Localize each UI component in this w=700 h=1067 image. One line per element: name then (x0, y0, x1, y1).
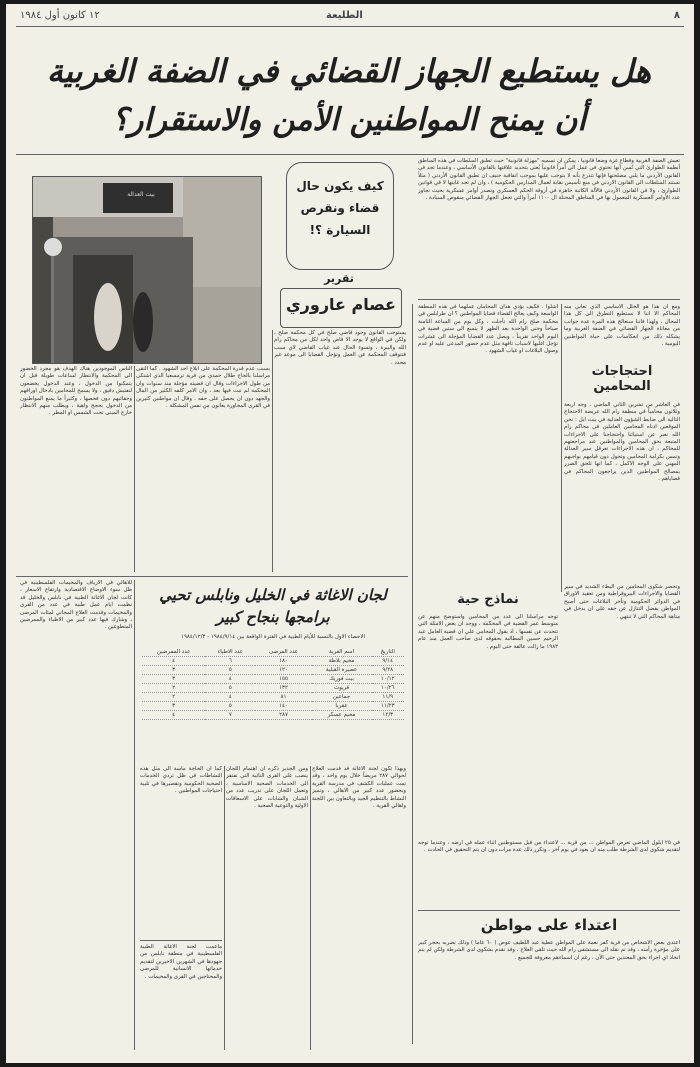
author-box (280, 288, 402, 328)
table-caption: الاحصاء الاول بالنسبة للأيام الطبية في الفترة الواقعة بين ١٩٨٤/٩/١٤ - ١٩٨٤/١٢/٣ (181, 634, 365, 640)
col3-para-b: بسبب عدم قدرة المحكمة على ابلاغ احد الشهود . كما التقى مراسلنا بالحاج طلال حمدي من قرية ترمسعيا الذي اشتكى من طول الاجراءات وقال ان قضيته مؤجلة منذ سنوات وان المحكمة لم تبت فيها بعد ، وان الامر كلفه الكثير من المال والجهد دون ان يحصل على حقه . وقال ان مواطنين كثيرين في القرى المجاورة يعانون من نفس المشكلة . (136, 366, 270, 410)
table-header: عدد الممرضين (142, 648, 205, 657)
issue-date: ١٢ كانون أول ١٩٨٤ (20, 10, 100, 21)
publication-name: الطليعة (326, 10, 363, 21)
page-number: ٨ (673, 10, 680, 21)
relief-para-b: ومن الجدير ذكره ان اهتمام اللجان ينصب على القرى النائية التي تفتقر الى الخدمات الصحية الاساسية ، وتعمل اللجان على تدريب عدد من الشبان والشابات على الاسعافات الاولية والتوعية الصحية . (226, 766, 308, 810)
header-rule (16, 26, 684, 27)
assault-rule (418, 910, 680, 911)
col-divider-1 (561, 304, 562, 592)
table-row: ١١/٩ جماعين ٨١ ٤ ٢ (142, 693, 404, 702)
table-row: ٩/١٤ مخيم بلاطة ١٨٠ ٦ ٤ (142, 657, 404, 666)
relief-para-f: ماعمت لجنة الاغاثة الطبية الفلسطينية في منطقة نابلس من جهودها في الشهرين الاخيرين لتقديم خدماتها الانسانية للمرضى والمحتاجين في القرى والمخيمات . (140, 944, 222, 980)
models-subhead: نماذج حية (457, 592, 519, 607)
intro-paragraph: تعيش الضفة الغربية وقطاع غزة وضعاً قانونياً ، يمكن ان نسميه "مهزلة قانونية" حيث تطبق السلطات في هذه المناطق أنظمة الطوارئ التي تُسن أنها تحتوي في عمل الى أمراً قانونياً يُعنى بتحديد علاقتها بالقانون الأساسي ، وعندما تجد في القانون الأردني ما يلبي مصلحتها فإنها تتذرع بأنه لا يتوجب عليها بموجب اتفاقية جنيف ان تطبق القانون الأردني ( مثلاً تستند السلطات الى القانون الاردني في منع تأسيس نقابة لعمال المدارس الحكومية ) ، وان لم تجد غايتها لا في قوانين الطوارئ ، ولا في القانون الأردني فالآلة الكاتبة جاهزة في أروقة الحكم العسكري وتصدر أوامر عسكرية بحيث تجاوز عدد الأوامر العسكرية المعمول بها في المناطق المحتلة ال ١١٠٠ أمراً والتي تجعل الجهاز القضائي منقوص السيادة . (418, 158, 680, 202)
col2-para-d: في ٢٥ ايلول الماضي تعرض المواطن ... من قرية ... لاعتداء من قبل مستوطنين اثناء عمله في ارضه ، وعندما توجه لتقديم شكوى لدى الشرطة طلب منه ان يعود في يوم آخر ، وتكرر ذلك عدة مرات دون ان يتم التحقيق في الحادث . (418, 840, 680, 854)
sidebar-question-box (286, 162, 394, 270)
courthouse-photo-image (33, 177, 261, 363)
sidebar-line2: قضاء ونقرص (300, 201, 380, 215)
relief-table (142, 648, 404, 720)
table-row: ١٢/٣ مخيم عسكر ٢٨٧ ٧ ٤ (142, 711, 404, 720)
col-divider-4 (272, 330, 273, 572)
protests-subhead: احتجاجات المحامين (591, 364, 653, 394)
table-header: عدد الاطباء (205, 648, 255, 657)
assault-subhead: اعتداء على مواطن (480, 916, 618, 934)
relief-rule-top (16, 576, 408, 577)
relief-rule-inner (140, 940, 222, 941)
col4-para-a: الناس الموجودين هناك الهدف هو مجرد الحضور الى المحكمة والانتظار لساعات طويلة قبل ان يتمكنوا من الدخول ، وعند الدخول يخضعون لتفتيش دقيق ، ولا يسمح للمحامين بادخال اوراقهم وحقائبهم دون فحصها ، وكثيراً ما يمنع المواطنون من الدخول بحجج واهية ، ويطلب منهم الانتظار خارج المبنى تحت الشمس او المطر . (20, 366, 132, 417)
relief-divider-3 (310, 766, 311, 1050)
table-row: ١١/٢٣ عقربا ١٤٠ ٥ ٣ (142, 702, 404, 711)
report-label: تقرير (324, 272, 354, 285)
relief-divider (134, 580, 135, 1050)
headline-rule (16, 154, 684, 155)
court-sign-text: بيت العدالة (127, 191, 155, 198)
relief-divider-2 (224, 766, 225, 1050)
col2-para-a: اشلوا . فكيف يؤدي هذان المحامان عملهما في هذه المنطقة الواسعة وكيف يعالج القضاء قضايا المواطنين ؟ ان طرابلس في محكمة صلح رام الله تأجلت ، وكل يوم من الساعة الثامنة صباحاً وحتى الواحدة بعد الظهر لا يتسع الى ستين قضية في اليوم الواحد تقريباً ، ويصل عدد القضايا المؤجلة الى عشرات تؤجل اغلبها لاسباب تافهة مثل عدم حضور المدعى عليه او عدم وصول البلاغات او غياب الشهود . (418, 304, 558, 355)
table-row: ١٠/١٢ بيت فوريك ١٥٥ ٤ ٣ (142, 675, 404, 684)
table-row: ٩/٢٨ عصيرة القبلية ١٢٠ ٥ ٣ (142, 666, 404, 675)
headline-line2: أن يمنح المواطنين الأمن والاستقرار؟ (112, 102, 586, 138)
relief-para-c: وبهذا تكون لجنة الاغاثة قد قدمت العلاج لحوالي ٢٨٧ مريضاً خلال يوم واحد ، وقد تمت عمليات الكشف في مدرسة القرية وبحضور عدد كبير من الاهالي ، وتميز النشاط بالتنظيم الجيد وبالتعاون بين اللجنة واهالي القرية . (312, 766, 406, 810)
col2-para-c: وتحضر شكوى المحامين من البطء الشديد في سير القضايا والاجراءات البيروقراطية ومن تعقيد الاوراق في الدوائر الحكومية وتأخر البلاغات حتى أصبح المواطن يفضل التنازل عن حقه على ان يدخل في متاهة المحاكم التي لا تنتهي . (564, 584, 680, 620)
newspaper-page (6, 4, 694, 1063)
sidebar-line1: كيف يكون حال (296, 179, 384, 193)
relief-para-d: كما ان الحاجة ماسة الى مثل هذه النشاطات في ظل تردي الخدمات الصحية الحكومية وتقصيرها في تلبية احتياجات المواطنين . (140, 766, 222, 795)
sidebar-line3: السيارة ؟! (309, 223, 371, 237)
relief-para-a: للاهالي في الارياف والمخيمات الفلسطينية في ظل سوء الاوضاع الاقتصادية وارتفاع الاسعار ، كانت لجان الاغاثة الطبية في نابلس والخليل قد نظمت ايام عمل طبية في عدد من القرى والمخيمات وقدمت العلاج المجاني لمئات المرضى ، وشارك فيها عدد كبير من الاطباء والممرضين المتطوعين . (20, 580, 132, 631)
col3-para-a: يستوجب القانون وجود قاضي صلح في كل محكمة صلح ، ولكن في الواقع لا يوجد الا قاض واحد لكل من محاكم رام الله والبيرة ، وتسوء الحال عند غياب القاضي لاي سبب فتتوقف المحكمة عن العمل وتؤجل القضايا الى موعد غير محدد . (274, 330, 406, 366)
relief-subhead: لجان الاغاثة في الخليل ونابلس تحيي برامجها بنجاح كبير (159, 586, 387, 626)
col2-para-b: توجه مراسلنا الى عدد من المحامين واستوضح منهم عن متوسط عمر القضية في المحكمة ، ووجد ان بعض الامثلة التي تتحدث عن نفسها ، اذ يقول المحامي علي ان قضية العامل عبد الرحيم حسين المطالبة بحقوقه لدى صاحب العمل منذ عام ١٩٨٣ ما زالت عالقة حتى اليوم . (418, 614, 558, 650)
courthouse-photo (32, 176, 262, 364)
col-divider-2 (412, 304, 413, 1044)
assault-text: اعتدى بعض الاشخاص من قرية كفر نعمة على المواطن عطية عبد اللطيف عوض ( ٦٠ عاماً ) وذلك بضربه بحجر كبير على مؤخرة رأسه ، وقد تم نقله الى مستشفى رام الله حيث تلقى العلاج ، وقد تقدم بشكوى لدى الشرطة ولكن لم يتم اتخاذ اي اجراء بحق المعتدين حتى الآن ، رغم ان اسماءهم معروفة للجميع . (418, 940, 680, 961)
table-header: عدد المرضى (255, 648, 311, 657)
table-header: اسم القرية (312, 648, 372, 657)
table-row: ١٠/٢٦ قريوت ١٣٢ ٥ ٢ (142, 684, 404, 693)
col1-para-b: في العاشر من تشرين الثاني الماضي ، وجه اربعة وثلاثون محامياً في منطقة رام الله عريضة الاحتجاج التالية الى ضابط الشؤون العدلية في بيت ايل : نحن الموقعين ادناه المحامين العاملين في محاكم رام الله نعبر عن استيائنا واحتجاجنا على الاجراءات المتبعة بحق المحامين والمواطنين عند مراجعتهم للمحاكم ، ان هذه الاجراءات تعرقل سير العدالة وتمس بكرامة المحامين وتحول دون قيامهم بواجبهم المهني على الوجه الاكمل ، كما انها تلحق الضرر بمصالح المواطنين الذين يراجعون المحاكم في قضاياهم . (564, 402, 680, 483)
headline-line1: هل يستطيع الجهاز القضائي في الضفة الغربية (46, 52, 652, 90)
col-divider-3 (134, 366, 135, 572)
col1-para-a: ومع ان هذا هو الخلل الاساسي الذي تعاني منه المحاكم الا اننا لا نستطيع التطرق الى كل هذا المجال ، ولهذا فاننا سنعالج هذه المرة عدة جوانب من معاناة الجهاز القضائي في الضفة الغربية وما يشكله ذلك من انعكاسات على حياة المواطنين اليومية . (564, 304, 680, 348)
intro-rule (418, 299, 680, 300)
author-name: عصام عاروري (286, 295, 396, 314)
table-header: التاريخ (372, 648, 404, 657)
